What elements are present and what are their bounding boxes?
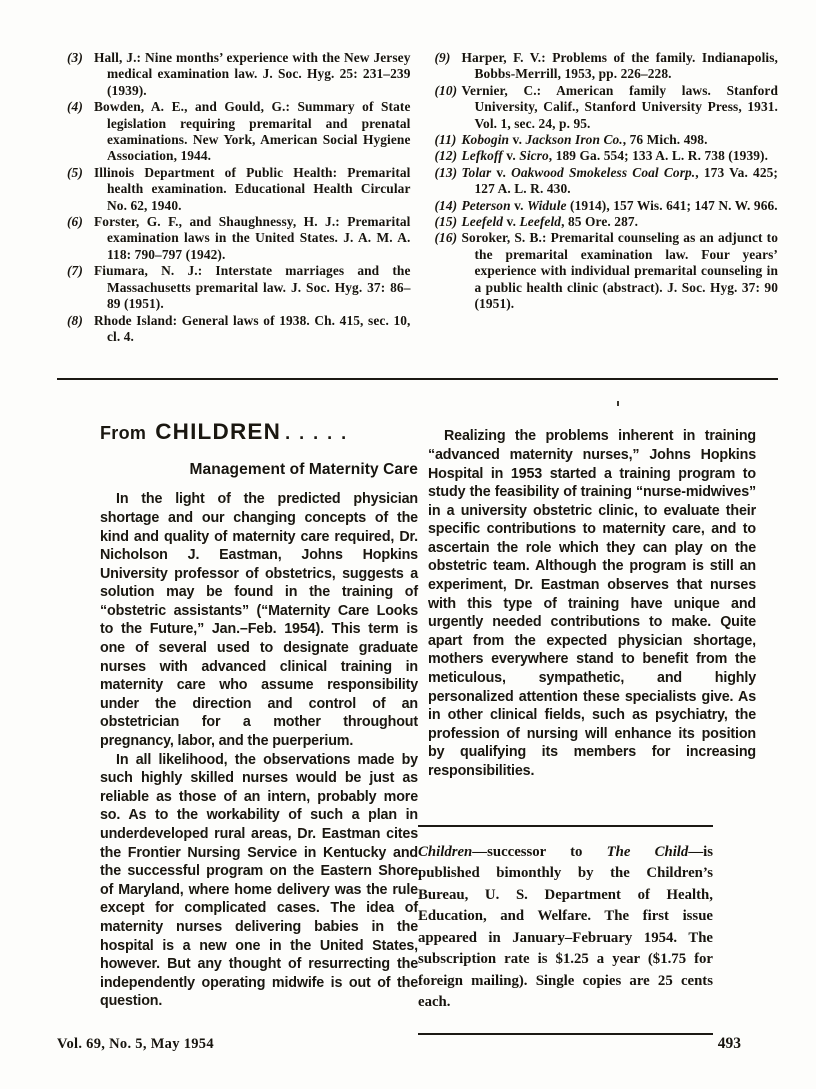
reference-item: (7) Fiumara, N. J.: Interstate marriages and the Massachusetts premarital law. J. Soc. Hyg. 37: 86–89 (1951).: [67, 263, 411, 312]
reference-number: (3): [67, 50, 83, 65]
reference-item: (13) Tolar v. Oakwood Smokeless Coal Corp., 173 Va. 425; 127 A. L. R. 430.: [434, 164, 778, 197]
reference-item: (11) Kobogin v. Jackson Iron Co., 76 Mich. 498.: [434, 132, 708, 148]
reference-number: (8): [67, 312, 83, 328]
references-section: [57, 50, 778, 345]
article-section: [100, 418, 778, 1034]
reference-item: (16) Soroker, S. B.: Premarital counseling as an adjunct to the premarital examination law. Four years’ experience with individual premarital counseling in a public health clinic (abstract). J. Soc. Hyg. 37: 90 (1951).: [434, 230, 778, 312]
reference-number: (14): [434, 197, 458, 213]
reference-number: (13): [434, 164, 458, 180]
page-number: 493: [717, 1034, 741, 1052]
reference-number: (6): [67, 214, 83, 230]
volume-issue-date: Vol. 69, No. 5, May 1954: [57, 1035, 214, 1052]
reference-number: (12): [434, 148, 458, 164]
reference-item: (4) Bowden, A. E., and Gould, G.: Summary of State legislation requiring premarital and prenatal examinations. New York, American Social Hygiene Association, 1944.: [67, 99, 411, 164]
reference-number: (5): [67, 164, 83, 180]
article-body-right: [418, 427, 756, 780]
page-footer: [57, 1035, 778, 1053]
reference-item: (10) Vernier, C.: American family laws. Stanford University, Calif., Stanford University Press, 1931. Vol. 1, sec. 24, p. 95.: [434, 82, 778, 131]
section-divider-rule: [57, 378, 778, 380]
reference-number: (15): [434, 214, 458, 230]
reference-item: (8) Rhode Island: General laws of 1938. Ch. 415, sec. 10, cl. 4.: [67, 312, 411, 344]
article-paragraph: In the light of the predicted physician shortage and our changing concepts of the kind and quality of maternity care required, Dr. Nicholson J. Eastman, Johns Hopkins University professor of obstetrics, suggests a solution may be found in the training of “obstetric assistants” (“Maternity Care Looks to the Future,” Jan.–Feb. 1954). This term is one of several used to designate graduate nurses with advanced clinical training in maternity care who assume responsibility under the direction and control of an obstetrician for a mother throughout pregnancy, labor, and the puerperium.: [100, 491, 418, 750]
article-column-right: [418, 418, 756, 1034]
article-column-left: [100, 418, 418, 1034]
references-column-right: [425, 50, 779, 345]
references-column-left: [57, 50, 411, 345]
reference-number: (9): [434, 50, 451, 65]
reference-number: (7): [67, 263, 83, 279]
article-series-heading: [100, 418, 418, 446]
article-headline: Management of Maternity Care: [189, 461, 418, 479]
article-paragraph: In all likelihood, the observations made by such highly skilled nurses would be just as reliable as those of an intern, probably more so. As to the workability of such a plan in underdeveloped rural areas, Dr. Eastman cites the Frontier Nursing Service in Kentucky and the successful program on the Eastern Shore of Maryland, where home delivery was the rule except for complicated cases. The idea of maternity nurses delivering babies in the hospital is a new one in the United States, however. But any thought of resurrecting the independently operating midwife is out of the question.: [100, 751, 418, 1010]
reference-item: (14) Peterson v. Widule (1914), 157 Wis. 641; 147 N. W. 966.: [434, 197, 778, 213]
reference-item: (6) Forster, G. F., and Shaughnessy, H. J.: Premarital examination laws in the United States. J. A. M. A. 118: 790–797 (1942).: [67, 214, 411, 262]
reference-number: (10): [434, 82, 458, 98]
print-speck: [617, 401, 619, 406]
reference-number: (11): [434, 132, 457, 148]
reference-item: (3) Hall, J.: Nine months’ experience with the New Jersey medical examination law. J. Soc. Hyg. 25: 231–239 (1939).: [67, 50, 411, 98]
reference-number: (4): [67, 99, 83, 115]
reference-item: (12) Lefkoff v. Sicro, 189 Ga. 554; 133 A. L. R. 738 (1939).: [434, 148, 769, 164]
series-title: CHILDREN: [155, 419, 282, 445]
reference-item: (15) Leefeld v. Leefeld, 85 Ore. 287.: [434, 214, 639, 230]
reference-number: (16): [434, 230, 458, 246]
reference-item: (9) Harper, F. V.: Problems of the family. Indianapolis, Bobbs-Merrill, 1953, pp. 226–228.: [434, 50, 778, 82]
series-dots: . . . . .: [285, 423, 349, 444]
reference-item: (5) Illinois Department of Public Health: Premarital health examination. Educational Health Circular No. 62, 1940.: [67, 164, 411, 213]
publication-note: Children—successor to The Child—is published bimonthly by the Children’s Bureau, U. S. Department of Health, Education, and Welfare. The first issue appeared in January–February 1954. The subscription rate is $1.25 a year ($1.75 for foreign mailing). Single copies are 25 cents each.: [418, 843, 713, 1011]
note-top-rule: [418, 825, 713, 827]
article-paragraph: Realizing the problems inherent in training “advanced maternity nurses,” Johns Hopkins Hospital in 1953 started a training program to study the feasibility of training “nurse-midwives” in a university obstetric clinic, to evaluate their specific contributions to maternity care, and to ascertain the role which they can play on the obstetric team. Although the program is still an experiment, Dr. Eastman observes that nurses with this type of training have unique and urgently needed contributions to make. Quite apart from the expected physician shortage, mothers everywhere stand to benefit from the meticulous, sympathetic, and highly personalized attention these specialists give. As in other clinical fields, such as psychiatry, the profession of nursing will enhance its position by qualifying its members for increasing responsibilities.: [428, 428, 756, 779]
series-prefix: From: [100, 423, 147, 444]
article-body-left: [100, 490, 418, 1011]
